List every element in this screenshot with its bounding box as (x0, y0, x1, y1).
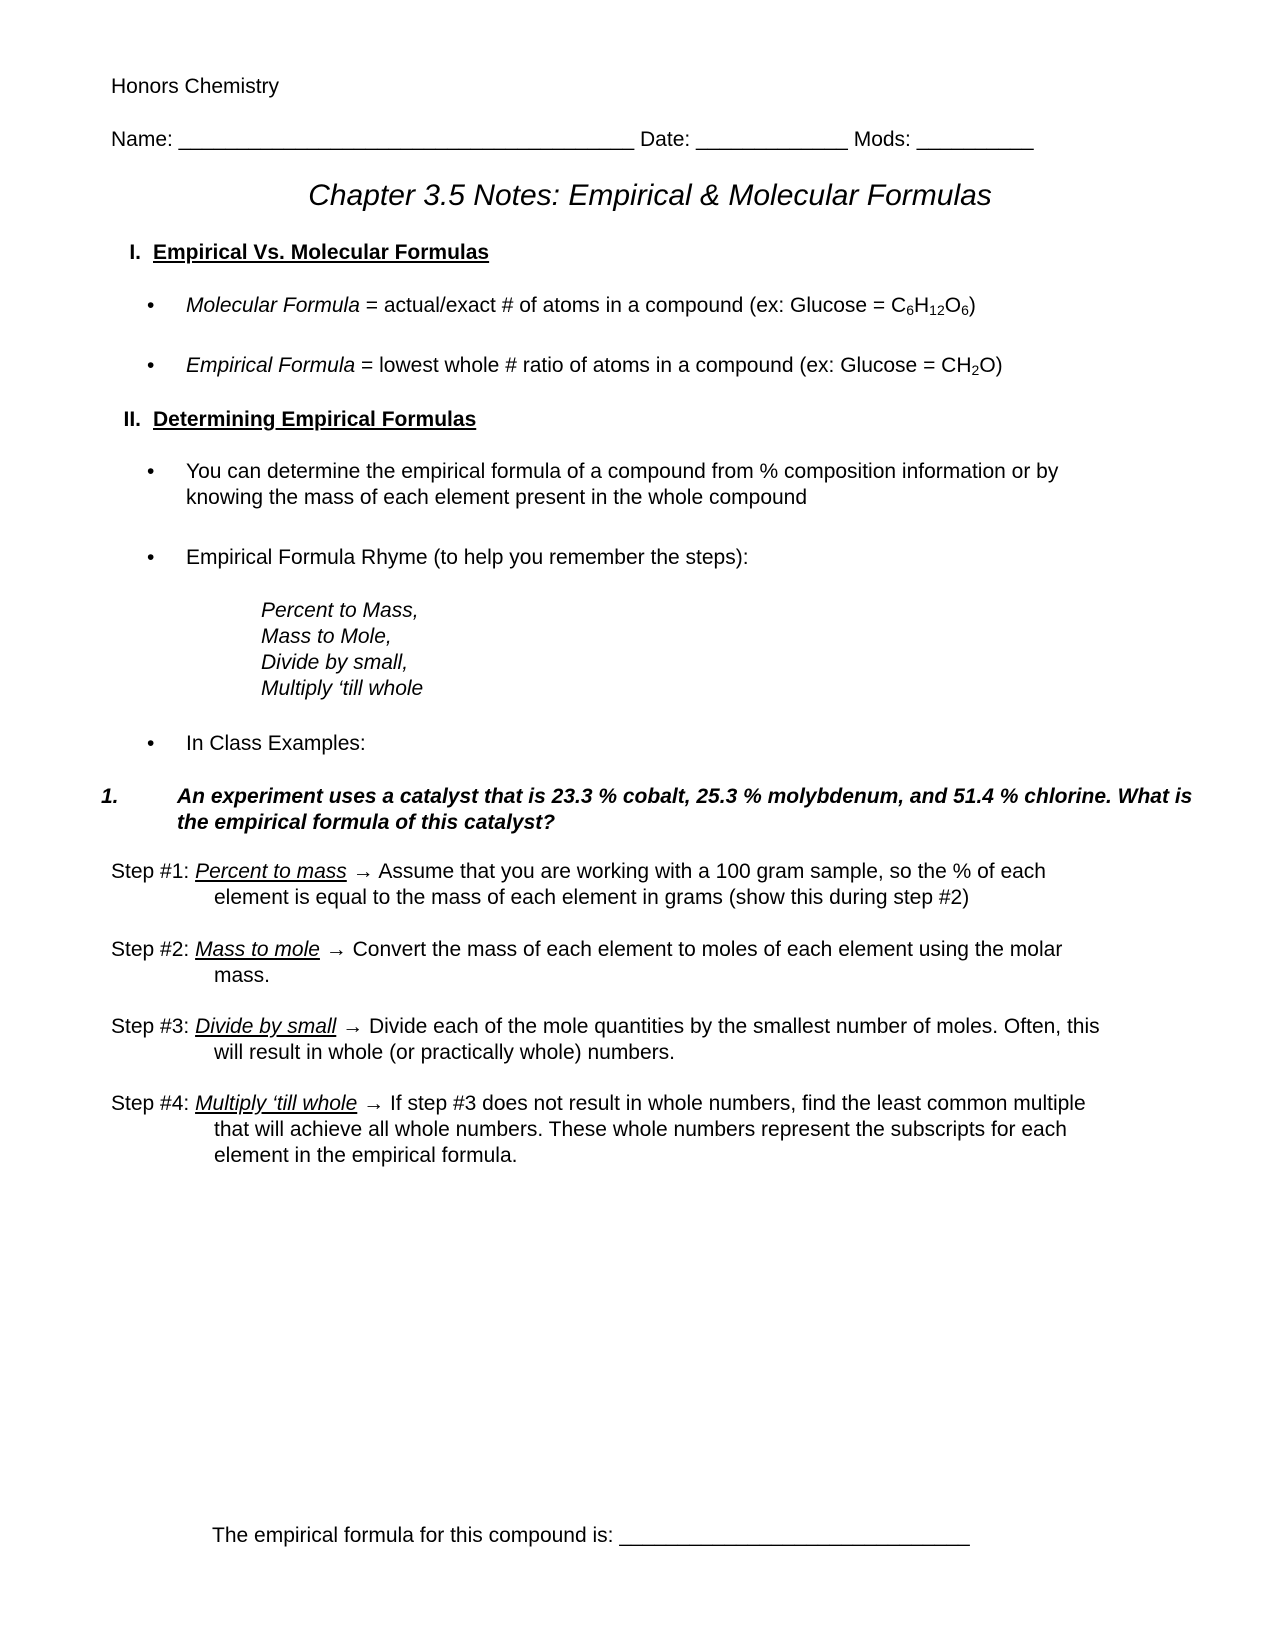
molecular-formula-text: = actual/exact # of atoms in a compound (ex: Glucose = C (359, 294, 907, 317)
bullet-dot: • (147, 294, 155, 317)
empirical-rhyme (261, 598, 423, 702)
arrow-icon: → (336, 1015, 369, 1038)
step-4 (111, 1091, 1201, 1169)
section-1-heading (111, 240, 489, 266)
step-text-continued: that will achieve all whole numbers. These whole numbers represent the subscripts for each element in the empirical formula. (214, 1118, 1067, 1167)
step-text: Assume that you are working with a 100 gram sample, so the % of each (378, 860, 1046, 883)
step-text-continued: will result in whole (or practically whole) numbers. (214, 1041, 675, 1064)
bullet-dot: • (147, 354, 155, 377)
step-label: Step #4: (111, 1092, 196, 1115)
step-name: Percent to mass (195, 860, 347, 883)
formula-o-close: O) (979, 354, 1003, 377)
subscript-h: 12 (929, 302, 945, 318)
page-title: Chapter 3.5 Notes: Empirical & Molecular Formulas (308, 179, 992, 212)
bullet-text: Empirical Formula Rhyme (to help you remember the steps): (186, 546, 749, 569)
arrow-icon: → (319, 938, 353, 961)
course-name: Honors Chemistry (111, 75, 280, 98)
formula-close: ) (968, 294, 976, 317)
section-2-title: Determining Empirical Formulas (153, 408, 477, 431)
bullet-dot: • (147, 460, 155, 483)
arrow-icon: → (357, 1092, 390, 1115)
step-name: Mass to mole (195, 938, 320, 961)
arrow-icon: → (346, 860, 379, 883)
step-name: Multiply ‘till whole (195, 1092, 358, 1115)
rhyme-line: Mass to Mole, (261, 625, 392, 648)
step-text-continued: mass. (214, 964, 271, 987)
question-text: An experiment uses a catalyst that is 23.3 % cobalt, 25.3 % molybdenum, and 51.4 % chlorine. What is the empirical formula of this catalyst? (177, 785, 1193, 834)
question-number: 1. (101, 785, 119, 808)
bullet-text: In Class Examples: (186, 732, 366, 755)
empirical-formula-definition (186, 353, 1126, 379)
rhyme-line: Percent to Mass, (261, 599, 419, 622)
step-text: If step #3 does not result in whole numbers, find the least common multiple (389, 1092, 1086, 1115)
rhyme-line: Divide by small, (261, 651, 409, 674)
step-label: Step #1: (111, 860, 196, 883)
rhyme-line: Multiply ‘till whole (261, 677, 424, 700)
empirical-formula-term: Empirical Formula (186, 354, 356, 377)
bullet-dot: • (147, 546, 155, 569)
empirical-formula-text: = lowest whole # ratio of atoms in a compound (ex: Glucose = CH (355, 354, 972, 377)
step-label: Step #2: (111, 938, 196, 961)
subscript-h2: 2 (971, 362, 980, 378)
step-3 (111, 1014, 1201, 1066)
section-2-number: II. (123, 408, 141, 431)
molecular-formula-term: Molecular Formula (186, 294, 360, 317)
step-text-continued: element is equal to the mass of each element in grams (show this during step #2) (214, 886, 970, 909)
step-label: Step #3: (111, 1015, 196, 1038)
section-1-title: Empirical Vs. Molecular Formulas (153, 241, 490, 264)
subscript-c: 6 (906, 302, 914, 318)
step-2 (111, 937, 1201, 989)
subscript-o: 6 (961, 302, 969, 318)
formula-h: H (913, 294, 930, 317)
section-1-number: I. (129, 241, 141, 264)
step-text: Divide each of the mole quantities by the smallest number of moles. Often, this (368, 1015, 1100, 1038)
molecular-formula-definition (186, 293, 1126, 319)
section-2-heading (111, 407, 476, 433)
name-date-mods-line: Name: _______________________________________ Date: _____________ Mods: __________ (111, 128, 1034, 151)
bullet-text: You can determine the empirical formula of a compound from % composition information or by knowing the mass of each element present in the whole compound (186, 460, 1059, 509)
step-name: Divide by small (195, 1015, 337, 1038)
formula-o: O (944, 294, 962, 317)
answer-line: The empirical formula for this compound is: ______________________________ (212, 1524, 970, 1547)
step-text: Convert the mass of each element to moles of each element using the molar (352, 938, 1063, 961)
bullet-dot: • (147, 732, 155, 755)
step-1 (111, 859, 1201, 911)
